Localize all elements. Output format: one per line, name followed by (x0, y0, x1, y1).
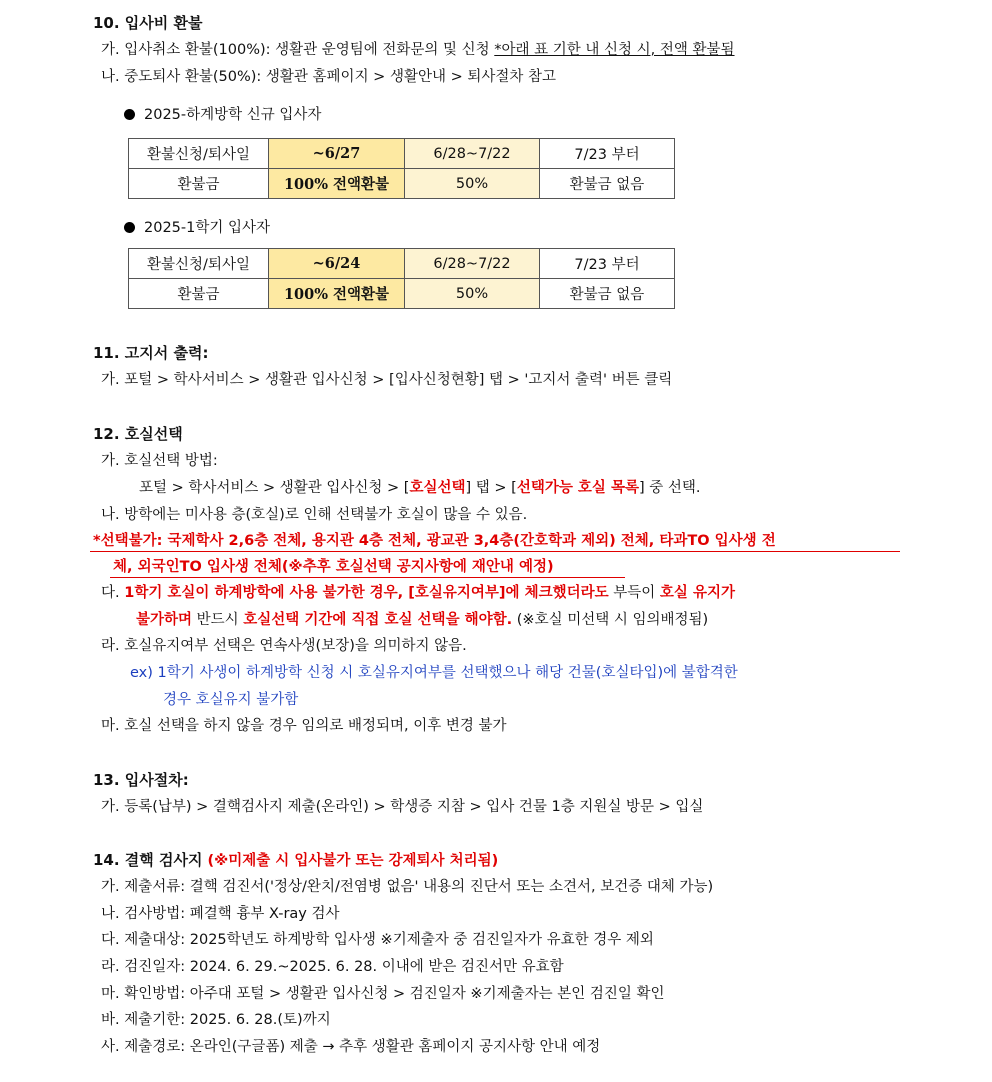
table-cell: 환불금 (129, 169, 269, 199)
table-heading-summer (124, 105, 321, 125)
table-cell: 100% 전액환불 (269, 279, 405, 309)
section-11-title: 11. 고지서 출력: (93, 344, 209, 362)
table-cell: ~6/27 (269, 139, 405, 169)
list-item: 바. 제출기한: 2025. 6. 28.(토)까지 (101, 1012, 331, 1028)
section-14-warning: (※미제출 시 입사불가 또는 강제퇴사 처리됨) (202, 853, 499, 869)
table-heading-sem1 (124, 218, 270, 238)
path-text: ] 중 선택. (638, 480, 701, 496)
example-line-1: ex) 1학기 사생이 하계방학 신청 시 호실유지여부를 선택했으나 해당 건물(호실타입)에 불합격한 (130, 665, 738, 681)
room-method-line: 가. 호실선택 방법: (101, 453, 218, 469)
section-14-title (93, 850, 498, 871)
warning-text: 불가하며 (136, 612, 193, 628)
warning-text: 1학기 호실이 하계방학에 사용 불가한 경우, [호실유지여부]에 체크했더라도 (124, 585, 609, 601)
table-cell: 7/23 부터 (540, 249, 675, 279)
room-keep-line-1 (101, 583, 735, 603)
table-heading-summer-text: 2025-하계방학 신규 입사자 (144, 107, 322, 123)
section-13-title: 13. 입사절차: (93, 771, 189, 789)
refund-cancel-line (101, 40, 735, 60)
random-assign-note: 마. 호실 선택을 하지 않을 경우 임의로 배정되며, 이후 변경 불가 (101, 718, 507, 734)
table-cell: ~6/24 (269, 249, 405, 279)
table-row (129, 169, 675, 199)
refund-midway-line: 나. 중도퇴사 환불(50%): 생활관 홈페이지 > 생활안내 > 퇴사절차 참고 (101, 69, 556, 85)
bullet-icon (124, 222, 135, 233)
bill-print-line: 가. 포털 > 학사서비스 > 생활관 입사신청 > [입사신청현황] 탭 > '고지서 출력' 버튼 클릭 (101, 372, 673, 388)
list-item: 다. 제출대상: 2025학년도 하계방학 입사생 ※기제출자 중 검진일자가 유효한 경우 제외 (101, 932, 654, 948)
section-10-title: 10. 입사비 환불 (93, 14, 203, 32)
example-line-2: 경우 호실유지 불가함 (163, 692, 299, 708)
plain-text: 반드시 (192, 612, 244, 628)
table-cell: 6/28~7/22 (405, 249, 540, 279)
table-cell: 100% 전액환불 (269, 169, 405, 199)
unavailable-note-1: *선택불가: 국제학사 2,6층 전체, 용지관 4층 전체, 광교관 3,4층(간호학과 제외) 전체, 타과TO 입사생 전 (93, 533, 776, 549)
available-room-list: 선택가능 호실 목록 (516, 480, 639, 496)
refund-cancel-text: 가. 입사취소 환불(100%): 생활관 운영팀에 전화문의 및 신청 (101, 42, 495, 58)
refund-cancel-note: *아래 표 기한 내 신청 시, 전액 환불됨 (494, 42, 735, 58)
vacation-note: 나. 방학에는 미사용 층(호실)로 인해 선택불가 호실이 많을 수 있음. (101, 507, 528, 523)
section-14-title-text: 14. 결핵 검사지 (93, 851, 203, 869)
table-cell: 환불신청/퇴사일 (129, 139, 269, 169)
red-underline (110, 577, 625, 578)
path-text: ] 탭 > [ (465, 480, 517, 496)
plain-text: (※호실 미선택 시 임의배정됨) (512, 612, 709, 628)
bullet-icon (124, 109, 135, 120)
table-cell: 환불금 없음 (540, 169, 675, 199)
table-cell: 50% (405, 279, 540, 309)
table-row (129, 139, 675, 169)
table-cell: 환불신청/퇴사일 (129, 249, 269, 279)
warning-text: 호실 유지가 (659, 585, 735, 601)
room-keep-line-2 (136, 610, 708, 630)
list-item: 사. 제출경로: 온라인(구글폼) 제출 → 추후 생활관 홈페이지 공지사항 안내 예정 (101, 1039, 601, 1055)
path-text: 포털 > 학사서비스 > 생활관 입사신청 > [ (139, 480, 410, 496)
table-cell: 6/28~7/22 (405, 139, 540, 169)
warning-text: 호실선택 기간에 직접 호실 선택을 해야함. (243, 612, 513, 628)
room-select-tab: 호실선택 (409, 480, 466, 496)
section-12-title: 12. 호실선택 (93, 425, 183, 443)
room-method-path (139, 478, 700, 498)
red-underline (90, 551, 900, 552)
list-item: 라. 검진일자: 2024. 6. 29.~2025. 6. 28. 이내에 받은 검진서만 유효함 (101, 959, 564, 975)
unavailable-note-2: 체, 외국인TO 입사생 전체(※추후 호실선택 공지사항에 재안내 예정) (113, 559, 554, 575)
list-item: 나. 검사방법: 폐결핵 흉부 X-ray 검사 (101, 906, 340, 922)
list-item: 마. 확인방법: 아주대 포털 > 생활관 입사신청 > 검진일자 ※기제출자는 본인 검진일 확인 (101, 986, 665, 1002)
admission-steps-line: 가. 등록(납부) > 결핵검사지 제출(온라인) > 학생증 지참 > 입사 건물 1층 지원실 방문 > 입실 (101, 799, 704, 815)
refund-table-sem1 (128, 248, 675, 309)
list-marker: 다. (101, 585, 125, 601)
plain-text: 부득이 (608, 585, 660, 601)
table-cell: 환불금 없음 (540, 279, 675, 309)
table-heading-sem1-text: 2025-1학기 입사자 (144, 220, 271, 236)
table-cell: 7/23 부터 (540, 139, 675, 169)
table-row (129, 279, 675, 309)
continuity-note: 라. 호실유지여부 선택은 연속사생(보장)을 의미하지 않음. (101, 638, 467, 654)
table-cell: 50% (405, 169, 540, 199)
list-item: 가. 제출서류: 결핵 검진서('정상/완치/전염병 없음' 내용의 진단서 또는 소견서, 보건증 대체 가능) (101, 879, 714, 895)
table-cell: 환불금 (129, 279, 269, 309)
table-row (129, 249, 675, 279)
refund-table-summer (128, 138, 675, 199)
